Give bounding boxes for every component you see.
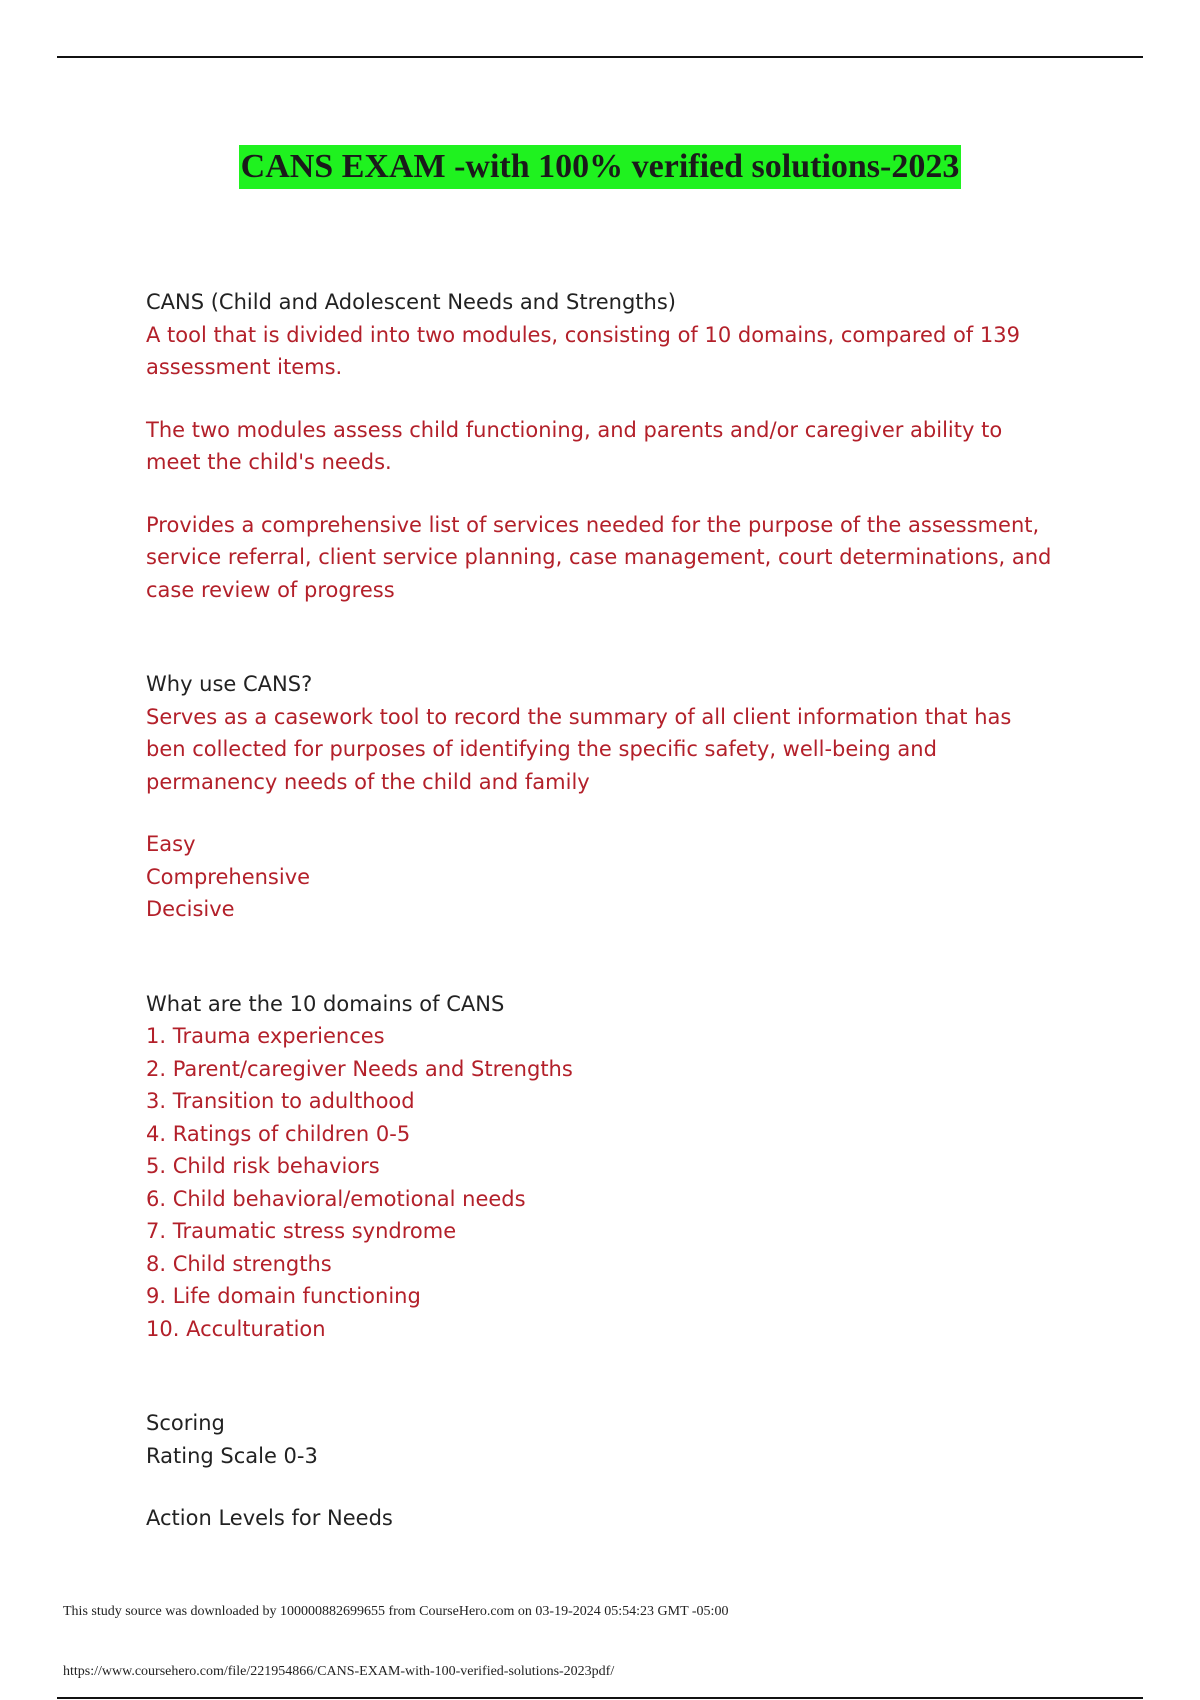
title-container: [0, 145, 1200, 189]
answer-line: case review of progress: [146, 577, 395, 602]
list-item: 1. Trauma experiences: [146, 1024, 385, 1048]
list-item: 8. Child strengths: [146, 1251, 332, 1276]
document-title: CANS EXAM -with 100% verified solutions-2023: [239, 145, 962, 189]
spacer: [146, 1345, 1076, 1407]
question-action-levels: Action Levels for Needs: [146, 1506, 393, 1530]
answer-line: service referral, client service planning, case management, court determinations, and: [146, 545, 1052, 569]
list-item: 6. Child behavioral/emotional needs: [146, 1186, 526, 1211]
spacer: [146, 479, 1076, 509]
answer-line: meet the child's needs.: [146, 450, 392, 474]
answer-line: Easy: [146, 832, 196, 856]
top-divider: [57, 56, 1143, 58]
question-scoring: Scoring: [146, 1411, 225, 1435]
question-why-use-cans: Why use CANS?: [146, 672, 313, 696]
spacer: [146, 606, 1076, 668]
answer-line: A tool that is divided into two modules, consisting of 10 domains, compared of 139: [146, 322, 1020, 347]
list-item: 9. Life domain functioning: [146, 1284, 421, 1308]
bottom-divider: [57, 1697, 1143, 1699]
list-item: 3. Transition to adulthood: [146, 1089, 415, 1113]
list-item: 4. Ratings of children 0-5: [146, 1121, 411, 1146]
spacer: [146, 384, 1076, 414]
answer-line: The two modules assess child functioning, and parents and/or caregiver ability to: [146, 417, 1003, 442]
answer-line: Provides a comprehensive list of services needed for the purpose of the assessment,: [146, 512, 1040, 537]
answer-line: assessment items.: [146, 355, 343, 379]
list-item: 10. Acculturation: [146, 1316, 326, 1341]
answer-line: Decisive: [146, 897, 235, 921]
list-item: 2. Parent/caregiver Needs and Strengths: [146, 1056, 573, 1081]
list-item: 5. Child risk behaviors: [146, 1154, 380, 1178]
question-ten-domains: What are the 10 domains of CANS: [146, 991, 505, 1016]
spacer: [146, 798, 1076, 828]
spacer: [146, 1472, 1076, 1502]
download-note: This study source was downloaded by 100000882699655 from CourseHero.com on 03-19-2024 05:54:23 GMT -05:00: [63, 1604, 729, 1619]
source-url[interactable]: https://www.coursehero.com/file/221954866/CANS-EXAM-with-100-verified-solutions-2023pdf/: [63, 1664, 615, 1679]
answer-line: ben collected for purposes of identifying the specific safety, well-being and: [146, 737, 937, 761]
answer-line: Comprehensive: [146, 864, 311, 889]
answer-line: Serves as a casework tool to record the summary of all client information that has: [146, 704, 1012, 729]
answer-line: permanency needs of the child and family: [146, 769, 590, 794]
question-rating-scale: Rating Scale 0-3: [146, 1443, 318, 1468]
list-item: 7. Traumatic stress syndrome: [146, 1219, 457, 1243]
spacer: [146, 926, 1076, 988]
document-body: [146, 286, 1076, 1535]
question-cans-definition: CANS (Child and Adolescent Needs and Strengths): [146, 290, 676, 314]
